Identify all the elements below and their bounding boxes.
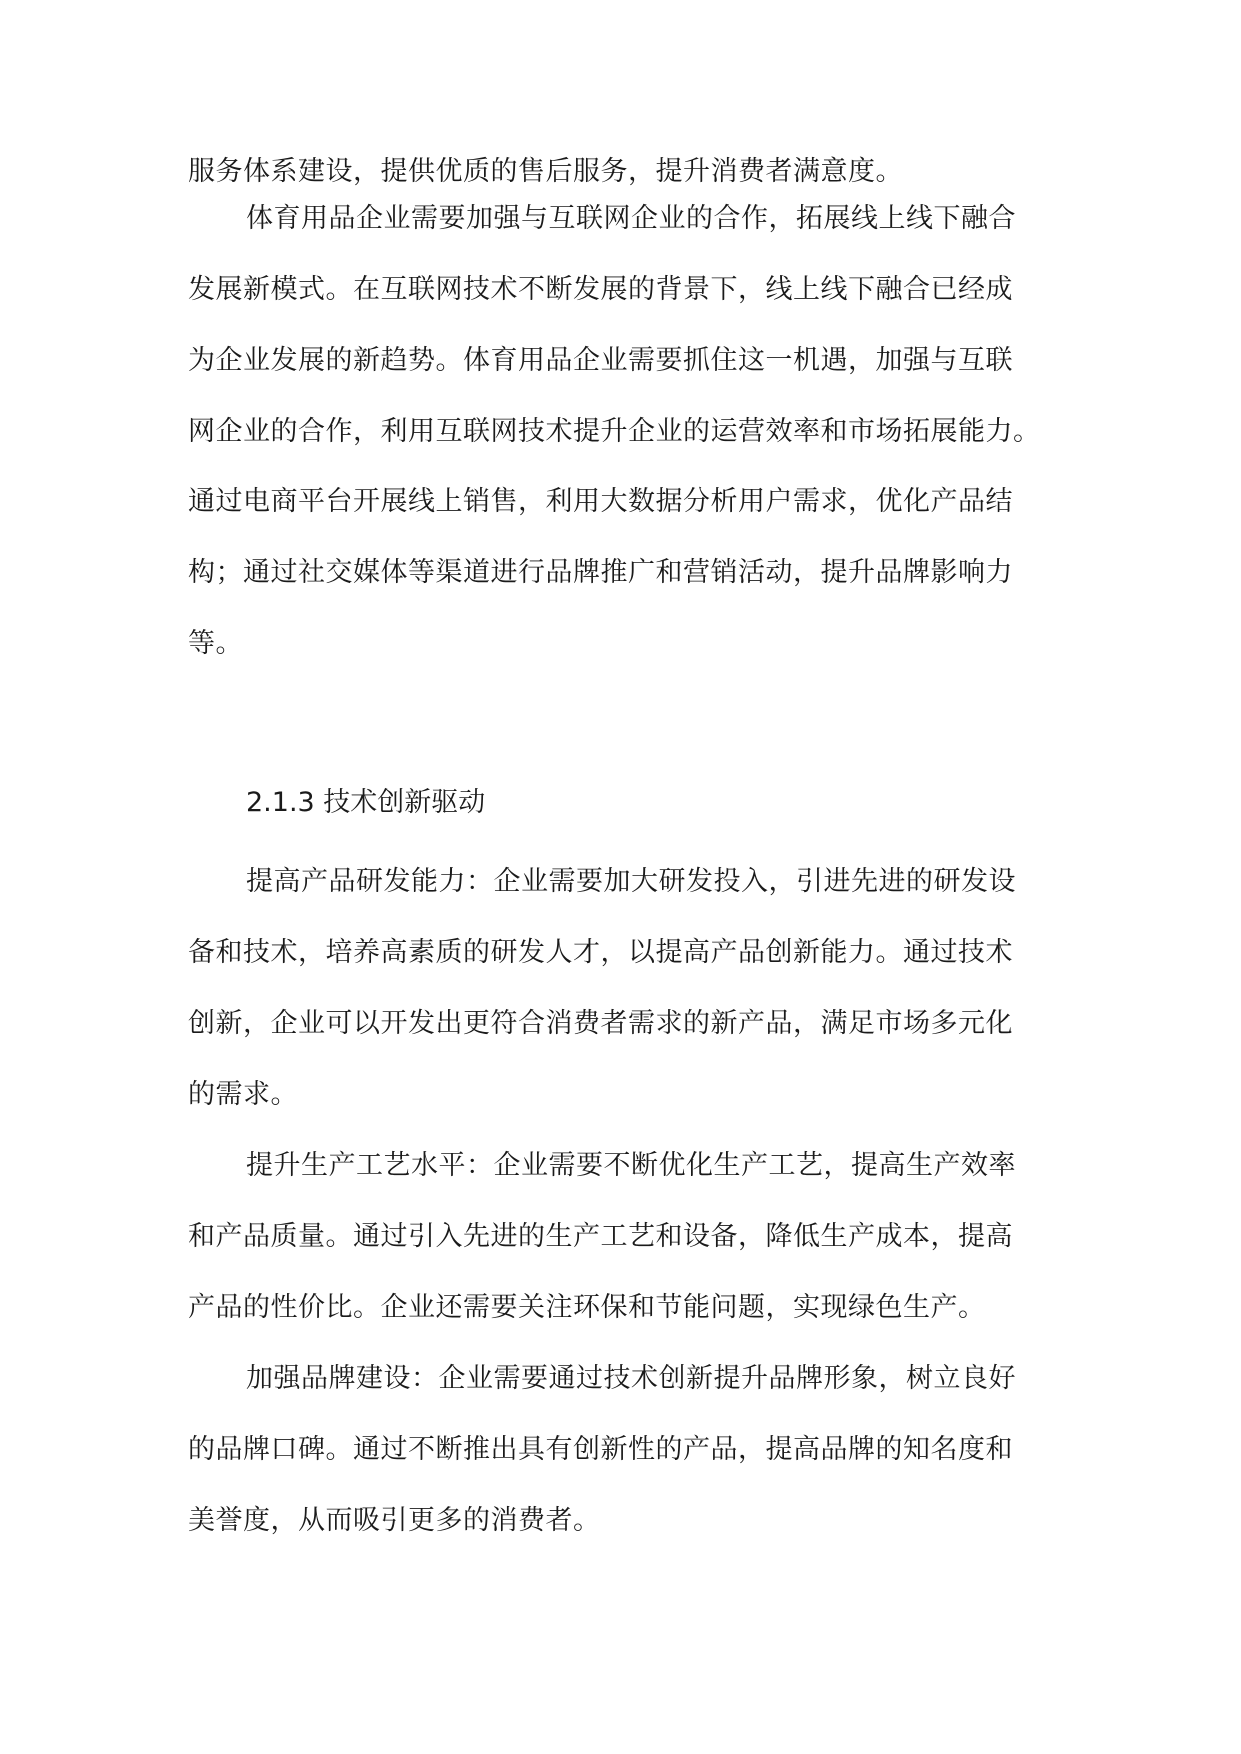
paragraph-line: 的品牌口碑。通过不断推出具有创新性的产品，提高品牌的知名度和 xyxy=(188,1434,1013,1465)
paragraph-line: 体育用品企业需要加强与互联网企业的合作，拓展线上线下融合 xyxy=(246,203,1016,234)
paragraph-line: 产品的性价比。企业还需要关注环保和节能问题，实现绿色生产。 xyxy=(188,1292,986,1323)
paragraph-line: 创新，企业可以开发出更符合消费者需求的新产品，满足市场多元化 xyxy=(188,1008,1013,1039)
paragraph-line: 通过电商平台开展线上销售，利用大数据分析用户需求，优化产品结 xyxy=(188,486,1013,517)
section-heading: 2.1.3 技术创新驱动 xyxy=(246,787,486,818)
paragraph-line: 备和技术，培养高素质的研发人才，以提高产品创新能力。通过技术 xyxy=(188,937,1013,968)
paragraph-line: 构；通过社交媒体等渠道进行品牌推广和营销活动，提升品牌影响力 xyxy=(188,557,1013,588)
paragraph-line: 为企业发展的新趋势。体育用品企业需要抓住这一机遇，加强与互联 xyxy=(188,345,1013,376)
paragraph-line: 的需求。 xyxy=(188,1079,298,1110)
paragraph-line: 加强品牌建设：企业需要通过技术创新提升品牌形象，树立良好 xyxy=(246,1363,1016,1394)
paragraph-line: 提高产品研发能力：企业需要加大研发投入，引进先进的研发设 xyxy=(246,866,1016,897)
paragraph-line: 等。 xyxy=(188,628,243,659)
paragraph-line: 提升生产工艺水平：企业需要不断优化生产工艺，提高生产效率 xyxy=(246,1150,1016,1181)
paragraph-line: 网企业的合作，利用互联网技术提升企业的运营效率和市场拓展能力。 xyxy=(188,416,1041,447)
paragraph-line: 发展新模式。在互联网技术不断发展的背景下，线上线下融合已经成 xyxy=(188,274,1013,305)
paragraph-line: 和产品质量。通过引入先进的生产工艺和设备，降低生产成本，提高 xyxy=(188,1221,1013,1252)
paragraph-line: 美誉度，从而吸引更多的消费者。 xyxy=(188,1505,601,1536)
paragraph-line: 服务体系建设，提供优质的售后服务，提升消费者满意度。 xyxy=(188,156,903,187)
